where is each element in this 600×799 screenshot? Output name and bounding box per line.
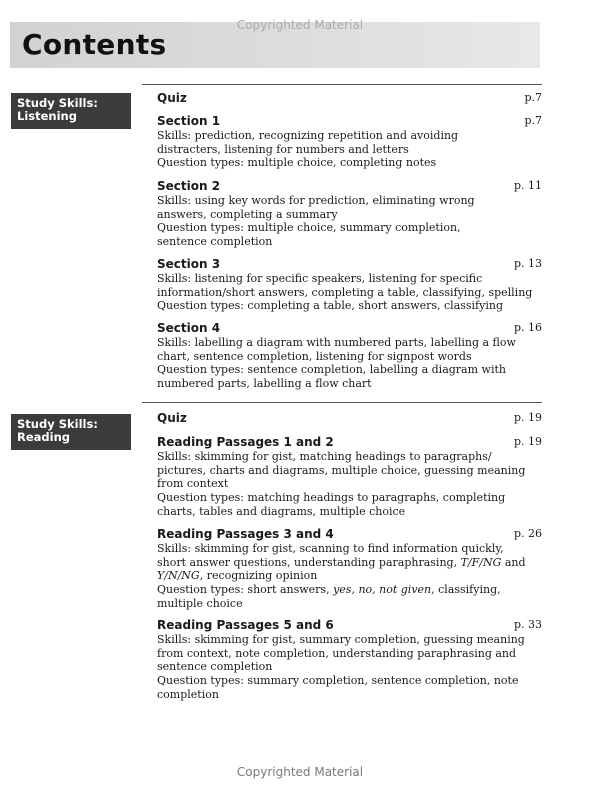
- entry-line: multiple choice: [157, 596, 243, 610]
- page-number: p.7: [524, 114, 542, 127]
- toc-entry-reading-passages-5-6[interactable]: [157, 618, 525, 702]
- entry-line: information/short answers, completing a table, classifying, spelling: [157, 285, 533, 299]
- entry-line: distracters, listening for numbers and letters: [157, 142, 409, 156]
- page-number: p. 19: [513, 435, 542, 448]
- entry-line: short answer questions, understanding paraphrasing, T/F/NG and: [157, 555, 526, 569]
- entry-line: Question types: multiple choice, summary completion,: [157, 221, 461, 235]
- entry-line: Question types: completing a table, short answers, classifying: [157, 299, 503, 313]
- toc-entry-section-1[interactable]: [157, 114, 507, 170]
- tab-label-line1: Study Skills:: [17, 96, 98, 110]
- tab-label-line2: Listening: [17, 109, 77, 123]
- section-divider-reading: [142, 402, 542, 403]
- page-number: p.7: [524, 91, 542, 104]
- toc-entry-reading-passages-3-4[interactable]: [157, 527, 526, 611]
- entry-line: Question types: short answers, yes, no, not given, classifying,: [157, 583, 501, 597]
- entry-line: sentence completion: [157, 235, 273, 249]
- toc-entry-reading-quiz[interactable]: [157, 411, 507, 426]
- toc-entry-section-2[interactable]: [157, 179, 507, 249]
- entry-line: Skills: skimming for gist, summary completion, guessing meaning: [157, 633, 525, 646]
- entry-line: Question types: multiple choice, completing notes: [157, 156, 437, 170]
- entry-line: Skills: using key words for prediction, eliminating wrong: [157, 194, 475, 207]
- entry-title: Section 4: [157, 321, 221, 335]
- section-tab-reading: [11, 414, 131, 450]
- entry-line: Skills: listening for specific speakers, listening for specific: [157, 272, 483, 285]
- toc-entry-reading-passages-1-2[interactable]: [157, 435, 526, 519]
- tab-label-line2: Reading: [17, 430, 71, 444]
- entry-line: Question types: sentence completion, labelling a diagram with: [157, 363, 506, 377]
- entry-line: charts, tables and diagrams, multiple choice: [157, 504, 406, 518]
- entry-line: completion: [157, 687, 219, 701]
- section-tab-listening: [11, 93, 131, 129]
- watermark-top: Copyrighted Material: [236, 18, 364, 32]
- page-number: p. 26: [513, 527, 542, 540]
- entry-line: Skills: prediction, recognizing repetition and avoiding: [157, 129, 459, 142]
- toc-entry-listening-quiz[interactable]: [157, 91, 507, 106]
- page-number: p. 13: [513, 257, 542, 270]
- tab-label-line1: Study Skills:: [17, 417, 98, 431]
- entry-title: Quiz: [157, 411, 187, 425]
- entry-line: Skills: skimming for gist, matching headings to paragraphs/: [157, 450, 492, 463]
- entry-title: Quiz: [157, 91, 187, 105]
- entry-line: numbered parts, labelling a flow chart: [157, 377, 372, 391]
- entry-title: Reading Passages 5 and 6: [157, 618, 334, 632]
- page-number: p. 16: [513, 321, 542, 334]
- entry-line: Question types: summary completion, sentence completion, note: [157, 674, 519, 688]
- entry-title: Section 3: [157, 257, 221, 271]
- entry-line: Skills: skimming for gist, scanning to find information quickly,: [157, 542, 504, 555]
- page-number: p. 33: [513, 618, 542, 631]
- entry-line: from context: [157, 477, 229, 491]
- page-number: p. 11: [513, 179, 542, 192]
- entry-title: Section 1: [157, 114, 221, 128]
- entry-line: Question types: matching headings to paragraphs, completing: [157, 491, 506, 505]
- page-number: p. 19: [513, 411, 542, 424]
- toc-entry-section-4[interactable]: [157, 321, 516, 391]
- entry-line: pictures, charts and diagrams, multiple choice, guessing meaning: [157, 463, 526, 477]
- entry-title: Section 2: [157, 179, 221, 193]
- entry-title: Reading Passages 1 and 2: [157, 435, 334, 449]
- entry-title: Reading Passages 3 and 4: [157, 527, 334, 541]
- entry-line: chart, sentence completion, listening for signpost words: [157, 349, 472, 363]
- entry-line: from context, note completion, understanding paraphrasing and: [157, 646, 517, 660]
- entry-line: sentence completion: [157, 660, 273, 674]
- watermark-bottom: Copyrighted Material: [236, 765, 364, 779]
- section-divider-listening: [142, 84, 542, 85]
- page-title: Contents: [22, 28, 167, 61]
- entry-line: answers, completing a summary: [157, 207, 338, 221]
- entry-line: Skills: labelling a diagram with numbered parts, labelling a flow: [157, 336, 516, 349]
- entry-line: Y/N/NG, recognizing opinion: [157, 569, 318, 583]
